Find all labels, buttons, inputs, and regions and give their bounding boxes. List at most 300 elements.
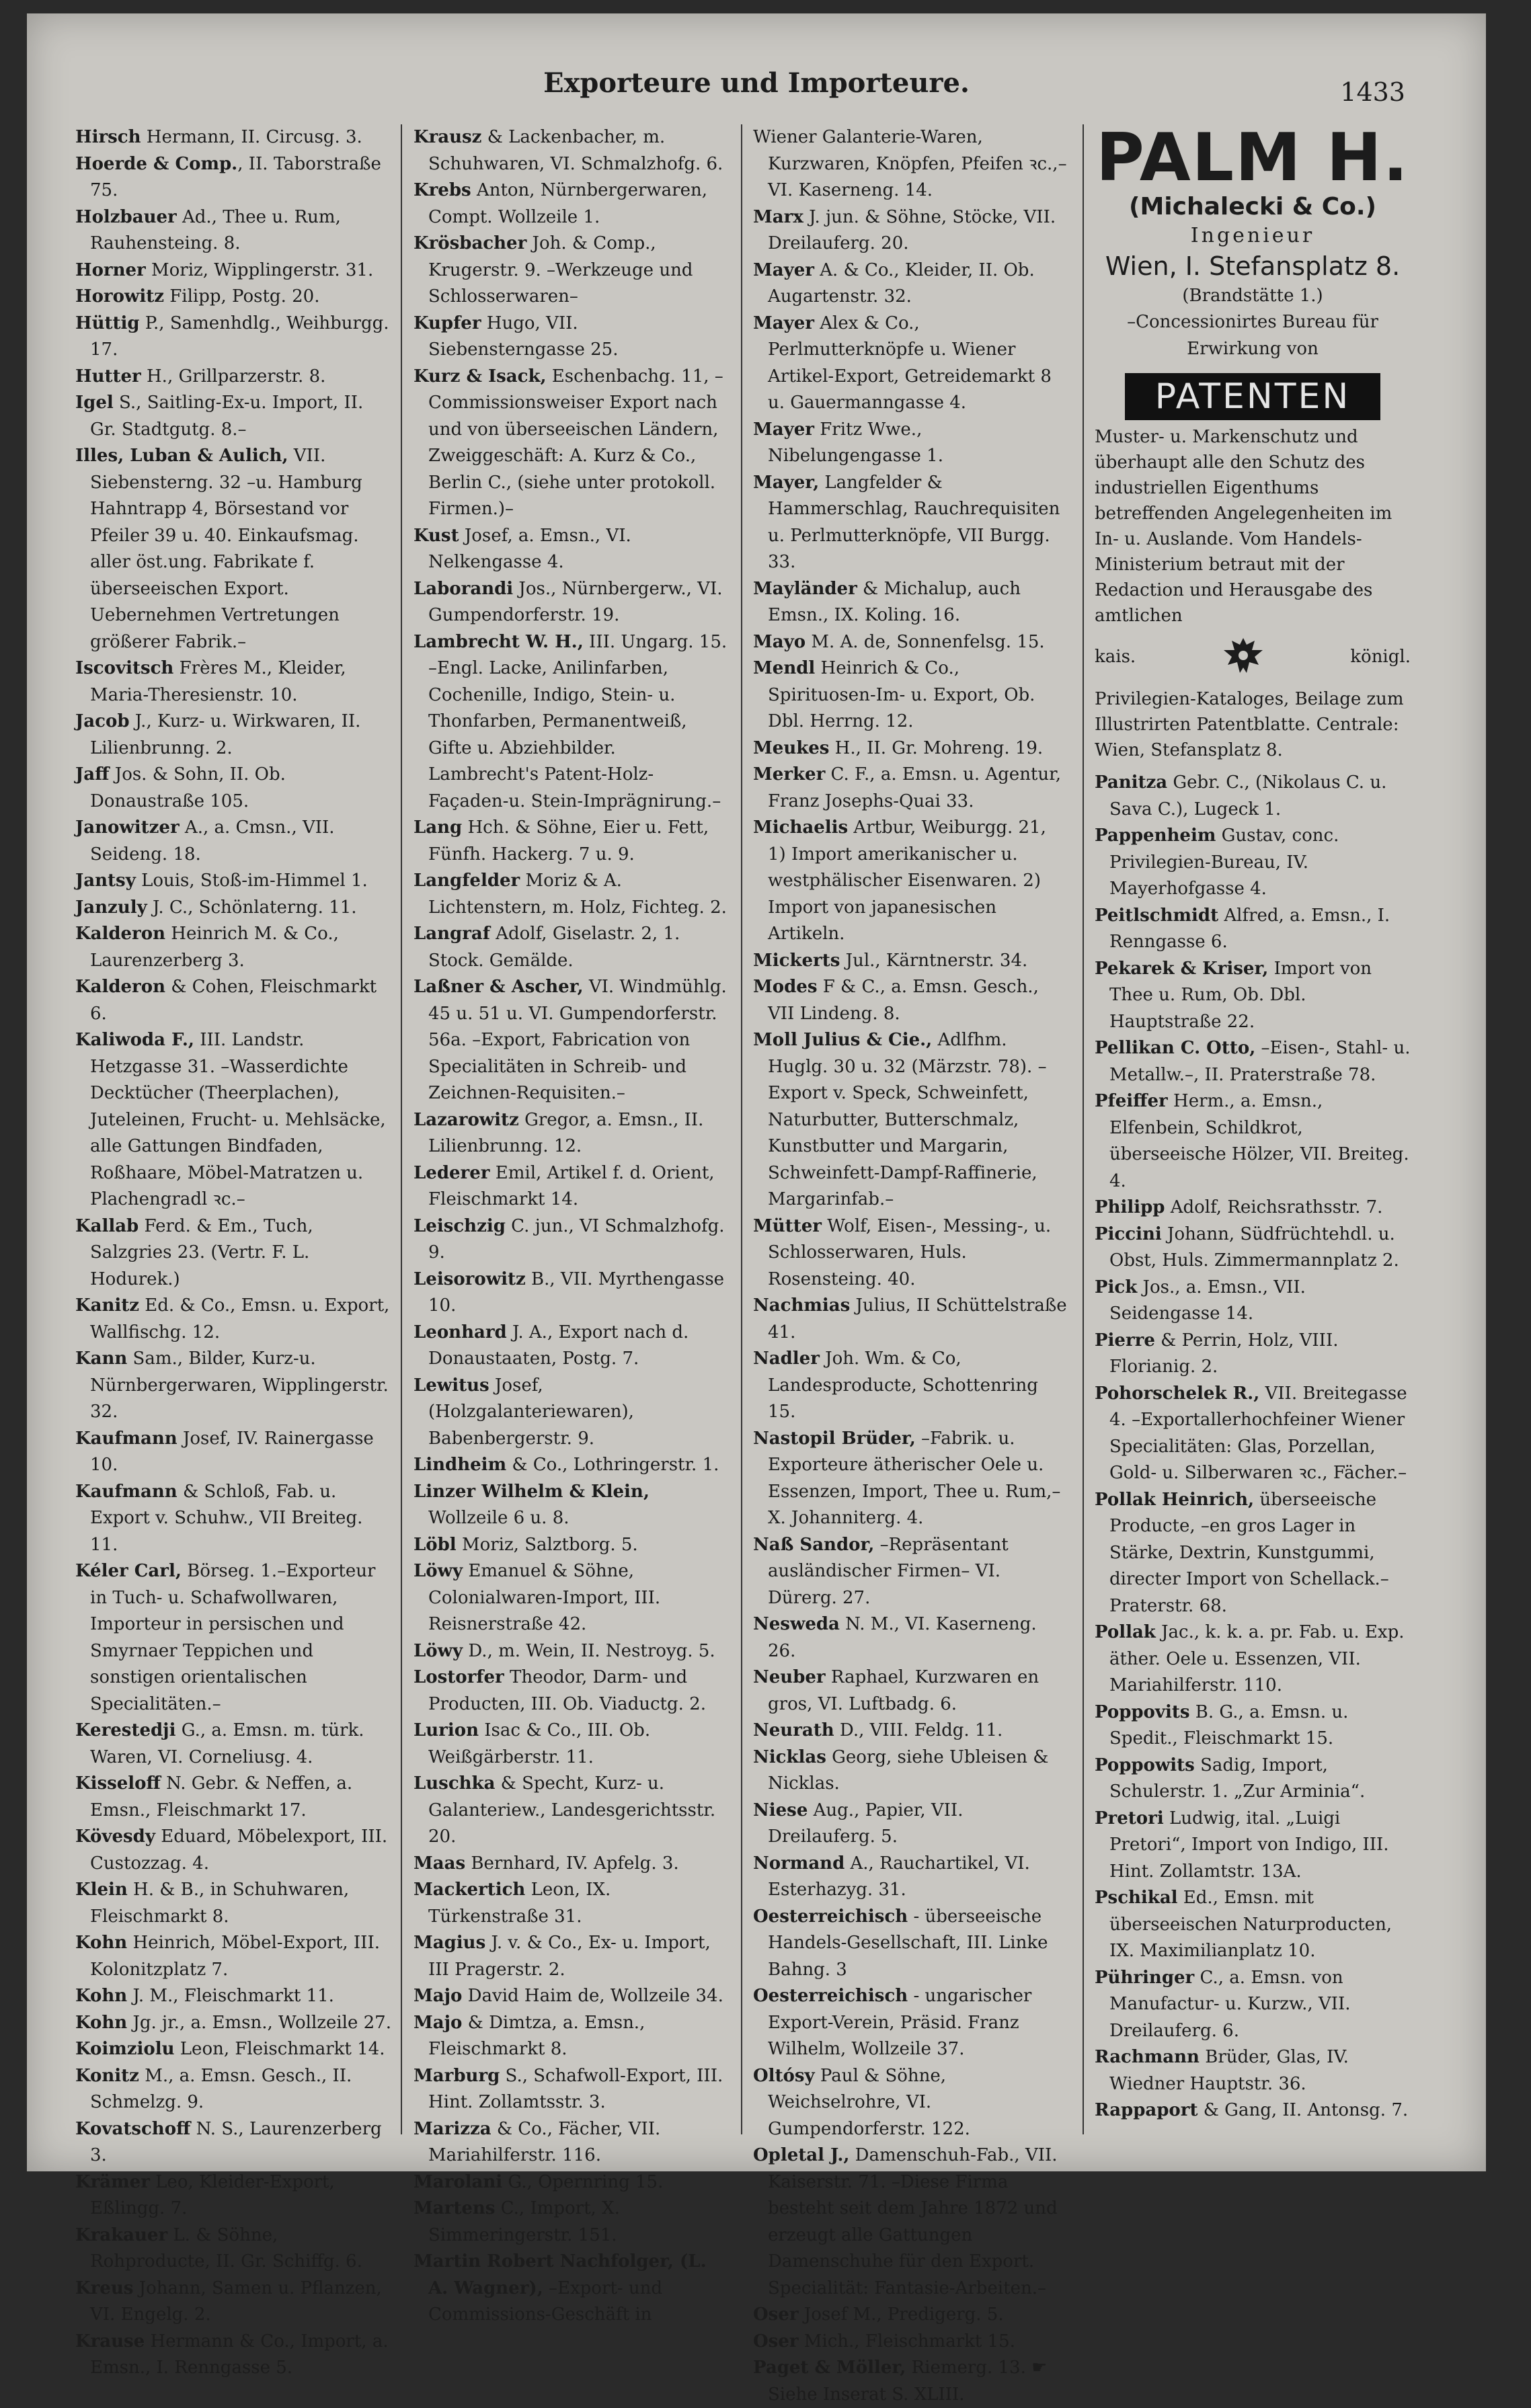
entry-text: Frères M., Kleider, Maria-Theresienstr. 10.	[90, 658, 346, 705]
entry-name: Jacob	[75, 711, 130, 731]
entry-name: Oser	[753, 2331, 799, 2352]
entry-name: Löwy	[414, 1561, 463, 1581]
directory-entry	[414, 868, 730, 921]
directory-entry	[753, 417, 1069, 470]
entry-text: Heinrich, Möbel-Export, III. Kolonitzplatz 7.	[90, 1933, 380, 1980]
entry-text: –Eisen-, Stahl- u. Metallw.–, II. Praterstraße 78.	[1109, 1038, 1411, 1085]
entry-text: Import von Thee u. Rum, Ob. Dbl. Hauptstraße 22.	[1109, 958, 1372, 1032]
entry-name: Linzer Wilhelm & Klein,	[414, 1481, 650, 1502]
entry-text: Sadig, Import, Schulerstr. 1. „Zur Arminia“.	[1109, 1755, 1366, 1802]
entry-text: Leon, IX. Türkenstraße 31.	[428, 1880, 611, 1927]
entry-text: S., Schafwoll-Export, III. Hint. Zollamtsstr. 3.	[428, 2065, 723, 2112]
directory-entry	[75, 974, 391, 1027]
entry-name: Niese	[753, 1800, 808, 1820]
entry-text: J. A., Export nach d. Donaustaaten, Postg. 7.	[428, 1322, 689, 1369]
entry-text: Gustav, conc. Privilegien-Bureau, IV. Mayerhofgasse 4.	[1109, 826, 1339, 899]
entry-text: Isac & Co., III. Ob. Weißgärberstr. 11.	[428, 1720, 651, 1767]
entry-text: C. F., a. Emsn. u. Agentur, Franz Josephs-Quai 33.	[768, 764, 1061, 811]
entry-name: Horowitz	[75, 286, 164, 307]
entry-text: Raphael, Kurzwaren en gros, VI. Luftbadg. 6.	[768, 1667, 1039, 1714]
directory-entry	[753, 655, 1069, 735]
entry-text: J. v. & Co., Ex- u. Import, III Pragerstr. 2.	[428, 1933, 711, 1980]
entry-text: Josef M., Predigerg. 5.	[798, 2304, 1004, 2325]
column-divider	[741, 124, 742, 2134]
entry-text: Hugo, VII. Siebensterngasse 25.	[428, 313, 619, 360]
entry-name: Nachmias	[753, 1295, 851, 1316]
entry-name: Rappaport	[1095, 2100, 1198, 2120]
entry-text: S., Saitling-Ex-u. Import, II. Gr. Stadtgutg. 8.–	[90, 393, 364, 440]
entry-text: N. M., VI. Kaserneng. 26.	[768, 1614, 1037, 1661]
column-4-entries	[1095, 770, 1411, 2124]
directory-entry	[414, 2169, 730, 2196]
entry-text: N. Gebr. & Neffen, a. Emsn., Fleischmarkt 17.	[90, 1773, 353, 1820]
entry-name: Nadler	[753, 1349, 820, 1369]
directory-entry	[75, 284, 391, 311]
entry-name: Koimziolu	[75, 2039, 175, 2059]
entry-text: H., Grillparzerstr. 8.	[141, 366, 326, 387]
directory-entry	[414, 629, 730, 815]
entry-name: Kupfer	[414, 313, 481, 333]
directory-entry	[753, 1744, 1069, 1798]
directory-entry	[414, 576, 730, 629]
directory-entry	[414, 1983, 730, 2010]
entry-name: Hutter	[75, 366, 141, 387]
entry-name: Modes	[753, 977, 818, 997]
directory-entry	[75, 2276, 391, 2329]
directory-entry	[1095, 770, 1411, 823]
entry-name: Martin Robert Nachfolger, (L. A. Wagner),	[414, 2251, 707, 2298]
entry-text: G., a. Emsn. m. türk. Waren, VI. Corneliusg. 4.	[90, 1720, 364, 1767]
entry-name: Lostorfer	[414, 1667, 504, 1687]
entry-name: Leisorowitz	[414, 1269, 526, 1289]
entry-text: Wollzeile 6 u. 8.	[428, 1508, 570, 1528]
entry-text: Jul., Kärntnerstr. 34.	[840, 950, 1028, 971]
directory-entry	[753, 629, 1069, 656]
directory-entry	[753, 470, 1069, 576]
entry-name: Opletal J.,	[753, 2145, 850, 2165]
entry-name: Krakauer	[75, 2224, 168, 2245]
entry-text: G., Opernring 15.	[502, 2171, 664, 2192]
ad-patents-banner: PATENTEN	[1125, 373, 1380, 420]
entry-name: Krebs	[414, 180, 471, 200]
entry-text: Alfred, a. Emsn., I. Renngasse 6.	[1109, 905, 1390, 952]
entry-text: Fritz Wwe., Nibelungengasse 1.	[768, 419, 943, 466]
entry-name: Pellikan C. Otto,	[1095, 1038, 1256, 1058]
entry-text: A., a. Cmsn., VII. Seideng. 18.	[90, 817, 335, 865]
entry-name: Lang	[414, 817, 463, 838]
entry-text: N. S., Laurenzerberg 3.	[90, 2118, 382, 2165]
directory-entry	[753, 948, 1069, 975]
entry-name: Magius	[414, 1933, 486, 1953]
entry-name: Mayo	[753, 631, 806, 652]
directory-entry	[1095, 1753, 1411, 1806]
directory-entry	[75, 151, 391, 204]
directory-entry	[753, 204, 1069, 257]
entry-text: Heinrich & Co., Spirituosen-Im- u. Export, Ob. Dbl. Herrng. 12.	[768, 658, 1035, 731]
entry-text: & Schloß, Fab. u. Export v. Schuhw., VII Breiteg. 11.	[90, 1481, 363, 1555]
directory-entry	[1095, 1619, 1411, 1699]
entry-text: Josef, (Holzgalanteriewaren), Babenbergerstr. 9.	[428, 1375, 634, 1449]
directory-entry	[753, 2063, 1069, 2143]
directory-entry	[75, 815, 391, 868]
entry-name: Leonhard	[414, 1322, 507, 1342]
directory-entry	[75, 257, 391, 284]
directory-entry	[414, 1558, 730, 1638]
entry-text: VII. Siebensterng. 32 –u. Hamburg Hahntrapp 4, Börsestand vor Pfeiler 39 u. 40. Einkaufsmag. aller öst.ung. Fabrikate f. überseeischen Export. Uebernehmen Vertretungen größerer Fabrik.–	[90, 446, 362, 652]
directory-entry	[75, 868, 391, 895]
entry-name: Kanitz	[75, 1295, 139, 1316]
entry-text: VII. Breitegasse 4. –Exportallerhochfeiner Wiener Specialitäten: Glas, Porzellan, Gold- u. Silberwaren ꝛc., Fächer.–	[1109, 1383, 1407, 1483]
directory-entry	[75, 921, 391, 974]
entry-text: F & C., a. Emsn. Gesch., VII Lindeng. 8.	[768, 977, 1039, 1024]
entry-name: Michaelis	[753, 817, 849, 838]
entry-name: Jaff	[75, 764, 110, 785]
entry-name: Lewitus	[414, 1375, 489, 1396]
entry-name: Nastopil Brüder,	[753, 1428, 916, 1449]
entry-name: Paget & Möller,	[753, 2358, 906, 2378]
entry-text: Wolf, Eisen-, Messing-, u. Schlosserwaren, Huls. Rosensteing. 40.	[768, 1215, 1052, 1289]
directory-entry	[753, 2142, 1069, 2302]
entry-text: C., Import, X. Simmeringerstr. 151.	[428, 2198, 620, 2245]
directory-entry	[75, 2063, 391, 2116]
directory-entry	[414, 1452, 730, 1479]
directory-entry	[414, 1479, 730, 1532]
directory-entry	[414, 921, 730, 974]
entry-name: Leischzig	[414, 1215, 506, 1236]
entry-text: & Perrin, Holz, VIII. Florianig. 2.	[1109, 1330, 1339, 1377]
entry-text: Paul & Söhne, Weichselrohre, VI. Gumpendorferstr. 122.	[768, 2065, 970, 2139]
entry-name: Mayer	[753, 419, 814, 440]
entry-text: & Co., Lothringerstr. 1.	[506, 1455, 719, 1475]
entry-name: Pühringer	[1095, 1967, 1195, 1988]
entry-name: Kurz & Isack,	[414, 366, 547, 387]
entry-text: Moriz, Wipplingerstr. 31.	[145, 259, 374, 280]
column-1	[75, 124, 391, 2378]
directory-entry	[414, 1664, 730, 1718]
entry-text: P., Samenhdlg., Weihburgg. 17.	[90, 313, 389, 360]
entry-text: J. C., Schönlaterng. 11.	[147, 897, 357, 918]
entry-text: Ed., Emsn. mit überseeischen Naturproducten, IX. Maximilianplatz 10.	[1109, 1888, 1392, 1961]
imperial-eagle-icon	[1220, 634, 1267, 681]
directory-entry	[75, 2010, 391, 2037]
entry-text: Ludwig, ital. „Luigi Pretori“, Import von Indigo, III. Hint. Zollamtstr. 13A.	[1109, 1808, 1389, 1882]
entry-text: Julius, II Schüttelstraße 41.	[768, 1295, 1067, 1342]
entry-name: Konitz	[75, 2065, 139, 2086]
entry-name: Pschikal	[1095, 1888, 1178, 1908]
entry-name: Krausz	[414, 127, 482, 147]
entry-name: Luschka	[414, 1773, 496, 1794]
directory-entry	[753, 762, 1069, 815]
entry-name: Neurath	[753, 1720, 834, 1740]
entry-name: Poppovits	[1095, 1701, 1190, 1722]
directory-entry	[75, 1027, 391, 1213]
ad-body: Muster- u. Markenschutz und überhaupt alle den Schutz des industriellen Eigenthums betreffenden Angelegenheiten im In- u. Auslande. Vom Handels-Ministerium betraut mit der Redaction und Herausgabe des amtlichen	[1095, 427, 1392, 626]
entry-name: Pollak	[1095, 1622, 1156, 1642]
entry-name: Marizza	[414, 2118, 492, 2139]
entry-text: H., II. Gr. Mohreng. 19.	[829, 737, 1044, 758]
directory-entry	[75, 124, 391, 151]
entry-text: A. & Co., Kleider, II. Ob. Augartenstr. 32.	[768, 259, 1035, 307]
directory-entry	[75, 1213, 391, 1293]
entry-name: Nesweda	[753, 1614, 840, 1634]
entry-text: & Michalup, auch Emsn., IX. Koling. 16.	[768, 578, 1021, 625]
entry-name: Langfelder	[414, 871, 520, 891]
entry-text: D., m. Wein, II. Nestroyg. 5.	[463, 1640, 715, 1661]
directory-entry	[414, 1638, 730, 1665]
entry-text: Johann, Samen u. Pflanzen, VI. Engelg. 2.	[90, 2278, 382, 2325]
page-title: Exporteure und Importeure.	[543, 67, 970, 99]
directory-entry	[1095, 1221, 1411, 1275]
ad-firm: (Michalecki & Co.)	[1129, 193, 1376, 220]
ad-footer: Privilegien-Kataloges, Beilage zum Illustrirten Patentblatte. Centrale: Wien, Stefansplatz 8.	[1095, 689, 1404, 760]
entry-name: Marx	[753, 206, 803, 227]
entry-text: Alex & Co., Perlmutterknöpfe u. Wiener Artikel-Export, Getreidemarkt 8 u. Gauermanngasse 4.	[768, 313, 1052, 413]
entry-text: L. & Söhne, Rohproducte, II. Gr. Schiffg. 6.	[90, 2224, 362, 2272]
directory-entry	[75, 2329, 391, 2382]
directory-entry	[753, 1532, 1069, 1612]
entry-text: J. jun. & Söhne, Stöcke, VII. Dreilauferg. 20.	[768, 206, 1056, 253]
entry-name: Pierre	[1095, 1330, 1155, 1351]
entry-text: Jg. jr., a. Emsn., Wollzeile 27.	[127, 2012, 391, 2033]
directory-entry	[414, 1267, 730, 1320]
directory-entry	[75, 2036, 391, 2063]
entry-name: Mickerts	[753, 950, 840, 971]
entry-name: Oesterreichisch	[753, 1906, 908, 1927]
entry-name: Pappenheim	[1095, 826, 1216, 846]
directory-entry	[414, 2116, 730, 2169]
entry-text: Hermann, II. Circusg. 3.	[141, 127, 362, 147]
entry-name: Philipp	[1095, 1197, 1165, 1217]
directory-entry	[1095, 1487, 1411, 1620]
entry-name: Moll Julius & Cie.,	[753, 1030, 933, 1050]
column-2	[414, 124, 730, 2325]
entry-name: Kaufmann	[75, 1481, 178, 1502]
entry-name: Illes, Luban & Aulich,	[75, 446, 288, 466]
directory-entry	[414, 1718, 730, 1771]
directory-entry	[1095, 1381, 1411, 1487]
entry-text: H. & B., in Schuhwaren, Fleischmarkt 8.	[90, 1880, 350, 1927]
entry-text: überseeische Producte, –en gros Lager in Stärke, Dextrin, Kunstgummi, directer Import von Schellack.– Praterstr. 68.	[1109, 1489, 1389, 1616]
entry-text: Wiener Galanterie-Waren, Kurzwaren, Knöpfen, Pfeifen ꝛc.,– VI. Kaserneng. 14.	[753, 127, 1067, 200]
entry-name: Hirsch	[75, 127, 141, 147]
entry-text: Adlfhm. Huglg. 30 u. 32 (Märzstr. 78). –Export v. Speck, Schweinfett, Naturbutter, Butterschmalz, Kunstbutter und Margarin, Schweinfett-Dampf-Raffinerie, Margarinfab.–	[768, 1030, 1047, 1209]
entry-text: J. M., Fleischmarkt 11.	[127, 1986, 334, 2006]
entry-text: Louis, Stoß-im-Himmel 1.	[135, 871, 368, 891]
directory-entry	[753, 1213, 1069, 1293]
entry-name: Kaufmann	[75, 1428, 178, 1449]
directory-entry	[414, 177, 730, 231]
ad-seal	[1095, 634, 1411, 681]
directory-entry	[414, 1160, 730, 1213]
directory-entry	[753, 1851, 1069, 1904]
entry-name: Hüttig	[75, 313, 140, 333]
entry-text: Gebr. C., (Nikolaus C. u. Sava C.), Lugeck 1.	[1109, 772, 1387, 819]
entry-text: –Export- und Commissions-Geschäft in	[428, 2278, 663, 2325]
entry-text: J., Kurz- u. Wirkwaren, II. Lilienbrunng. 2.	[90, 711, 361, 758]
entry-text: A., Rauchartikel, VI. Esterhazyg. 31.	[768, 1853, 1030, 1900]
entry-text: David Haim de, Wollzeile 34.	[462, 1986, 723, 2006]
directory-entry	[1095, 1965, 1411, 2045]
directory-entry	[414, 1373, 730, 1453]
directory-entry	[414, 231, 730, 311]
entry-text: VI. Windmühlg. 45 u. 51 u. VI. Gumpendorferstr. 56a. –Export, Fabrication von Specialitäten in Schreib- und Zeichnen-Requisiten.–	[428, 977, 727, 1103]
entry-text: Filipp, Postg. 20.	[163, 286, 320, 307]
directory-entry	[1095, 903, 1411, 956]
directory-entry	[75, 1983, 391, 2010]
directory-entry	[753, 1718, 1069, 1744]
entry-text: –Fabrik. u. Exporteure ätherischer Oele u. Essenzen, Import, Thee u. Rum,– X. Johanniterg. 4.	[768, 1428, 1061, 1528]
ad-headline: PALM H.	[1095, 120, 1409, 196]
directory-entry	[75, 1930, 391, 1983]
entry-text: III. Ungarg. 15. –Engl. Lacke, Anilinfarben, Cochenille, Indigo, Stein- u. Thonfarben, Permanentweiß, Gifte u. Abziehbilder. Lambrecht's Patent-Holz-Façaden-u. Stein-Imprägnirung.–	[428, 631, 728, 811]
entry-text: Langfelder & Hammerschlag, Rauchrequisiten u. Perlmutterknöpfe, VII Burgg. 33.	[768, 472, 1060, 572]
entry-name: Nicklas	[753, 1747, 826, 1767]
entry-name: Kreus	[75, 2278, 134, 2298]
directory-entry	[75, 1293, 391, 1346]
entry-text: Hermann & Co., Import, a. Emsn., I. Renngasse 5.	[90, 2331, 389, 2378]
entry-name: Lambrecht W. H.,	[414, 631, 584, 652]
directory-entry	[75, 443, 391, 655]
column-4	[1095, 120, 1411, 2141]
entry-text: , II. Taborstraße 75.	[90, 153, 381, 200]
entry-text: Adolf, Reichsrathsstr. 7.	[1165, 1197, 1383, 1217]
directory-entry	[75, 1877, 391, 1930]
entry-name: Oltósy	[753, 2065, 815, 2086]
entry-text: Leon, Fleischmarkt 14.	[174, 2039, 385, 2059]
entry-name: Kéler Carl,	[75, 1561, 182, 1581]
entry-name: Mackertich	[414, 1880, 526, 1900]
directory-entry	[414, 2010, 730, 2063]
entry-text: Börseg. 1.–Exporteur in Tuch- u. Schafwollwaren, Importeur in persischen und Smyrnaer Teppichen und sonstigen orientalischen Specialitäten.–	[90, 1561, 376, 1714]
entry-name: Marburg	[414, 2065, 500, 2086]
entry-name: Mayer	[753, 313, 814, 333]
entry-name: Kisseloff	[75, 1773, 161, 1794]
entry-text: Hch. & Söhne, Eier u. Fett, Fünfh. Hackerg. 7 u. 9.	[428, 817, 709, 865]
directory-entry	[414, 364, 730, 523]
entry-name: Neuber	[753, 1667, 826, 1687]
entry-text: & Specht, Kurz- u. Galanteriew., Landesgerichtsstr. 20.	[428, 1773, 716, 1847]
entry-text: M. A. de, Sonnenfelsg. 15.	[806, 631, 1045, 652]
entry-text: Moriz & A. Lichtenstern, m. Holz, Fichteg. 2.	[428, 871, 727, 918]
directory-entry	[414, 311, 730, 364]
ad-address-note: (Brandstätte 1.)	[1182, 285, 1323, 306]
directory-entry	[414, 124, 730, 177]
entry-name: Kövesdy	[75, 1827, 155, 1847]
entry-name: Kaliwoda F.,	[75, 1030, 194, 1050]
entry-text: & Co., Fächer, VII. Mariahilferstr. 116.	[428, 2118, 661, 2165]
directory-entry	[75, 1718, 391, 1771]
entry-name: Peitlschmidt	[1095, 905, 1219, 926]
entry-name: Kalderon	[75, 977, 165, 997]
entry-text: Leo, Kleider-Export, Eßlingg. 7.	[90, 2171, 335, 2218]
directory-entry	[414, 2063, 730, 2116]
entry-text: Ferd. & Em., Tuch, Salzgries 23. (Vertr. F. L. Hodurek.)	[90, 1215, 313, 1289]
directory-entry	[753, 1293, 1069, 1346]
directory-entry	[414, 1320, 730, 1373]
entry-text: Gregor, a. Emsn., II. Lilienbrunng. 12.	[428, 1109, 704, 1156]
entry-name: Lurion	[414, 1720, 479, 1740]
entry-text: Herm., a. Emsn., Elfenbein, Schildkrot, überseeische Hölzer, VII. Breiteg. 4.	[1109, 1091, 1409, 1191]
entry-name: Rachmann	[1095, 2047, 1200, 2067]
directory-entry	[753, 1798, 1069, 1851]
directory-entry	[753, 1426, 1069, 1532]
entry-name: Pick	[1095, 1277, 1138, 1297]
directory-entry	[753, 2302, 1069, 2329]
directory-entry	[753, 1027, 1069, 1213]
entry-name: Marolani	[414, 2171, 503, 2192]
entry-name: Igel	[75, 393, 114, 413]
entry-name: Kann	[75, 1349, 128, 1369]
entry-name: Iscovitsch	[75, 658, 174, 678]
directory-entry	[753, 124, 1069, 204]
directory-entry	[1095, 2097, 1411, 2124]
entry-name: Langraf	[414, 924, 490, 944]
entry-text: III. Landstr. Hetzgasse 31. –Wasserdichte Decktücher (Theerplachen), Juteleinen, Frucht- u. Mehlsäcke, alle Gattungen Bindfaden, Roßhaare, Möbel-Matratzen u. Plachengradl ꝛc.–	[90, 1030, 386, 1209]
column-divider	[401, 124, 402, 2134]
directory-entry	[75, 1558, 391, 1718]
entry-name: Klein	[75, 1880, 128, 1900]
directory-entry	[753, 1904, 1069, 1984]
entry-text: Jos., Nürnbergerw., VI. Gumpendorferstr. 19.	[428, 578, 723, 625]
directory-entry	[414, 815, 730, 868]
directory-entry	[753, 1346, 1069, 1426]
entry-text: - überseeische Handels-Gesellschaft, III. Linke Bahng. 3	[768, 1906, 1048, 1980]
entry-name: Krösbacher	[414, 233, 527, 253]
entry-name: Pretori	[1095, 1808, 1164, 1829]
directory-entry	[75, 311, 391, 364]
entry-name: Mütter	[753, 1215, 822, 1236]
entry-name: Krause	[75, 2331, 145, 2352]
entry-name: Oesterreichisch	[753, 1986, 908, 2006]
directory-page	[27, 13, 1486, 2405]
entry-text: Anton, Nürnbergerwaren, Compt. Wollzeile 1.	[428, 180, 707, 227]
entry-name: Pollak Heinrich,	[1095, 1489, 1255, 1510]
entry-name: Piccini	[1095, 1223, 1162, 1244]
entry-name: Kalderon	[75, 924, 165, 944]
entry-text: Adolf, Giselastr. 2, 1. Stock. Gemälde.	[428, 924, 680, 971]
directory-entry	[75, 390, 391, 443]
ad-address: Wien, I. Stefansplatz 8.	[1105, 251, 1401, 281]
entry-text: B., VII. Myrthengasse 10.	[428, 1269, 725, 1316]
directory-entry	[1095, 1035, 1411, 1088]
entry-text: Emil, Artikel f. d. Orient, Fleischmarkt 14.	[428, 1162, 715, 1209]
entry-text: & Gang, II. Antonsg. 7.	[1198, 2100, 1409, 2120]
directory-entry	[414, 1851, 730, 1878]
page-number: 1433	[1340, 77, 1405, 107]
column-divider	[1083, 124, 1084, 2134]
entry-text: Brüder, Glas, IV. Wiedner Hauptstr. 36.	[1109, 2047, 1349, 2094]
entry-text: C. jun., VI Schmalzhofg. 9.	[428, 1215, 725, 1262]
directory-entry	[75, 1426, 391, 1479]
entry-name: Normand	[753, 1853, 845, 1874]
entry-text: Emanuel & Söhne, Colonialwaren-Import, III. Reisnerstraße 42.	[428, 1561, 661, 1634]
directory-entry	[1095, 1088, 1411, 1195]
directory-entry	[75, 709, 391, 762]
directory-entry	[1095, 1806, 1411, 1886]
entry-text: Heinrich M. & Co., Laurenzerberg 3.	[90, 924, 339, 971]
directory-entry	[1095, 1328, 1411, 1381]
directory-entry	[414, 974, 730, 1107]
directory-entry	[753, 2355, 1069, 2408]
directory-entry	[75, 2116, 391, 2169]
entry-text: D., VIII. Feldg. 11.	[834, 1720, 1003, 1740]
entry-name: Martens	[414, 2198, 496, 2218]
entry-text: Theodor, Darm- und Producten, III. Ob. Viaductg. 2.	[428, 1667, 706, 1714]
entry-name: Pohorschelek R.,	[1095, 1383, 1260, 1404]
directory-entry	[75, 1346, 391, 1426]
entry-name: Kohn	[75, 1986, 128, 2006]
directory-entry	[75, 2169, 391, 2222]
